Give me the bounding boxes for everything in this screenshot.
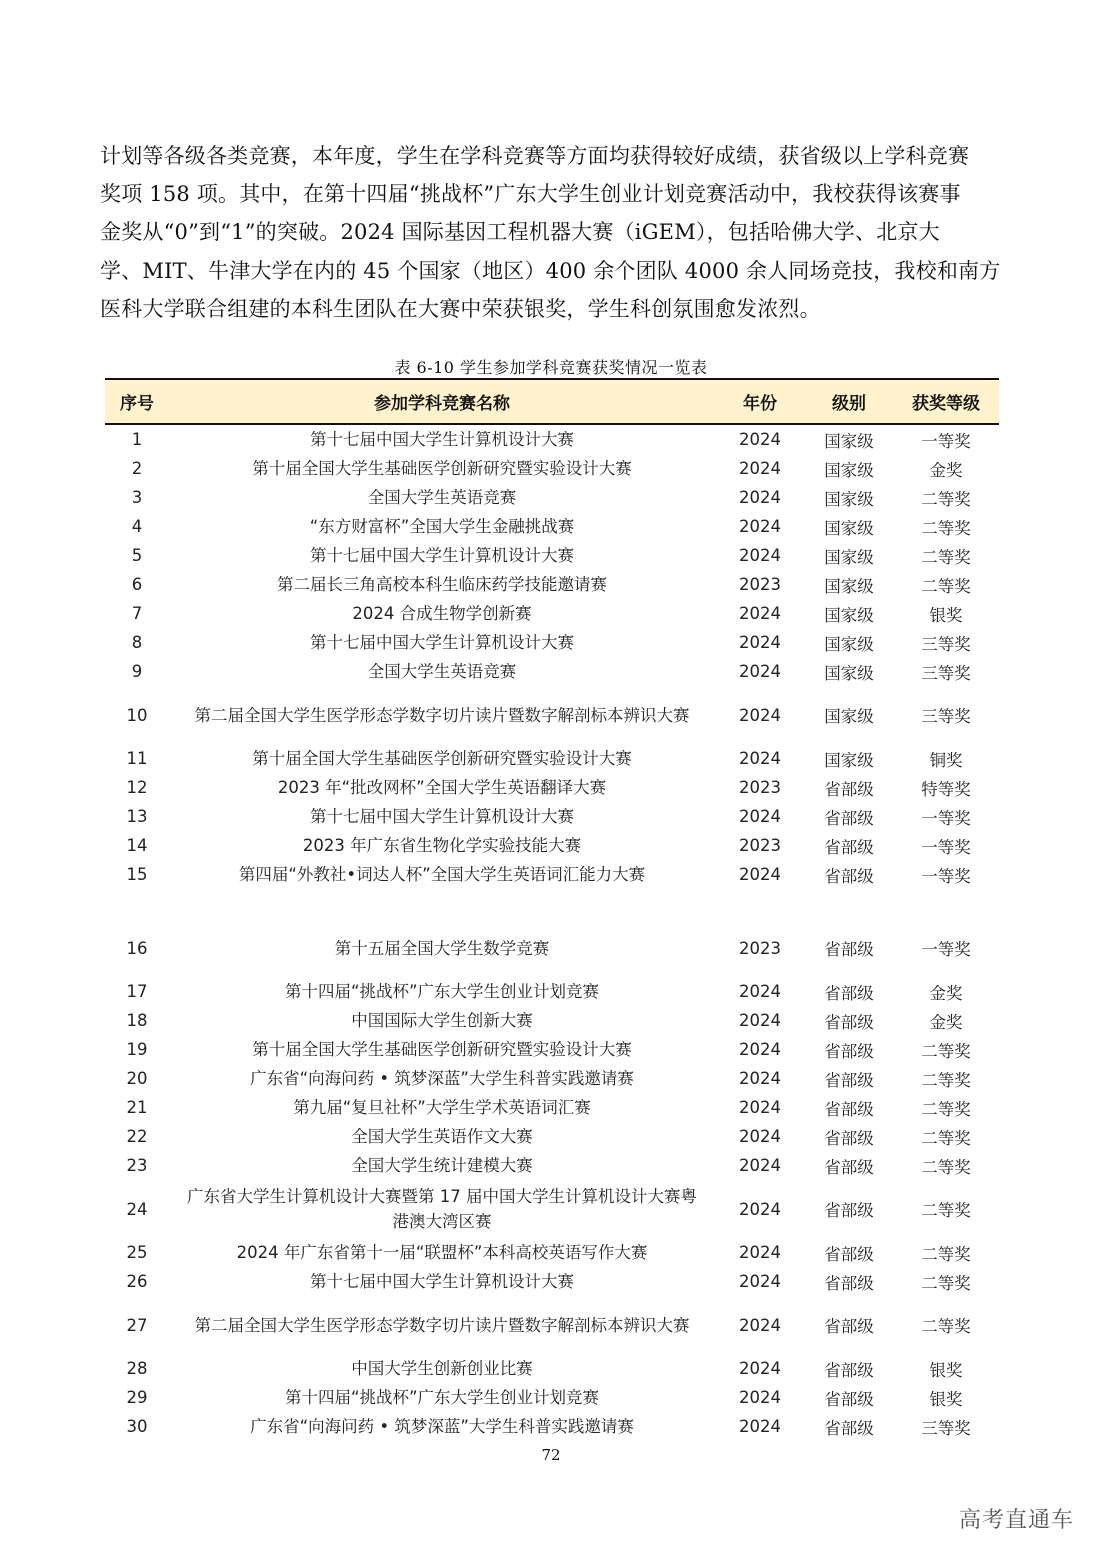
table-header-row [105,379,999,424]
cell-year: 2024 [739,865,781,884]
header-year: 年份 [715,379,805,424]
cell-no: 24 [126,1199,148,1219]
watermark: 高考直通车 [958,1508,1074,1533]
cell-level: 省部级 [824,1418,874,1438]
cell-no: 11 [126,749,148,768]
cell-award: 金奖 [929,1012,963,1032]
page-number: 72 [541,1446,561,1464]
cell-no: 20 [126,1069,148,1088]
cell-no: 6 [131,575,143,594]
table-body [105,424,999,1441]
cell-level: 国家级 [824,431,874,451]
cell-name: 第二届长三角高校本科生临床药学技能邀请赛 [277,575,607,594]
cell-level: 省部级 [824,1041,874,1061]
cell-award: 一等奖 [921,940,971,959]
cell-no: 16 [126,938,148,958]
cell-level: 国家级 [824,663,874,683]
cell-name: 第十七届中国大学生计算机设计大赛 [310,430,574,449]
cell-year: 2024 [739,1417,781,1436]
cell-year: 2024 [739,1040,781,1059]
cell-award: 二等奖 [921,1244,971,1264]
cell-name: “东方财富杯”全国大学生金融挑战赛 [309,517,575,536]
cell-name: 全国大学生英语竞赛 [367,662,517,681]
cell-level: 省部级 [824,1128,874,1148]
cell-name: 2023 年“批改网杯”全国大学生英语翻译大赛 [277,778,607,797]
cell-name: 第十七届中国大学生计算机设计大赛 [310,1272,574,1291]
cell-no: 8 [131,633,143,652]
cell-level: 国家级 [824,518,874,538]
table-row [105,570,999,599]
cell-award: 二等奖 [921,489,971,509]
cell-no: 28 [126,1359,148,1378]
cell-level: 省部级 [824,1273,874,1293]
table-row [105,483,999,512]
table-row [105,1296,999,1354]
cell-no: 25 [126,1243,148,1262]
table-row [105,802,999,831]
cell-name: 第十四届“挑战杯”广东大学生创业计划竞赛 [284,1388,600,1407]
cell-name: 广东省“向海问药 • 筑梦深蓝”大学生科普实践邀请赛 [250,1417,634,1436]
table-row [105,512,999,541]
cell-level: 省部级 [824,1070,874,1090]
cell-award: 一等奖 [921,837,971,857]
cell-year: 2024 [739,1069,781,1088]
header-name: 参加学科竞赛名称 [169,379,715,424]
table-row [105,599,999,628]
cell-no: 21 [126,1098,148,1117]
cell-name: 第四届“外教社•词达人杯”全国大学生英语词汇能力大赛 [238,865,646,884]
cell-year: 2024 [739,633,781,652]
cell-level: 省部级 [824,1099,874,1119]
cell-award: 三等奖 [921,707,971,726]
table-row [105,1354,999,1383]
cell-no: 22 [126,1127,148,1146]
cell-award: 银奖 [929,1389,963,1409]
cell-name: 2024 年广东省第十一届“联盟杯”本科高校英语写作大赛 [236,1243,648,1262]
cell-name: 第十届全国大学生基础医学创新研究暨实验设计大赛 [252,459,632,478]
cell-level: 国家级 [824,750,874,770]
cell-year: 2024 [739,1156,781,1175]
cell-name: 第二届全国大学生医学形态学数字切片读片暨数字解剖标本辨识大赛 [194,705,690,725]
cell-award: 金奖 [929,983,963,1003]
cell-level: 省部级 [824,940,874,959]
cell-award: 三等奖 [921,1418,971,1438]
table-row [105,977,999,1006]
table-row [105,541,999,570]
cell-name: 第十七届中国大学生计算机设计大赛 [310,546,574,565]
cell-no: 4 [131,517,143,536]
cell-name: 第十届全国大学生基础医学创新研究暨实验设计大赛 [252,1040,632,1059]
cell-level: 国家级 [824,634,874,654]
cell-no: 29 [126,1388,148,1407]
cell-level: 省部级 [824,1360,874,1380]
cell-year: 2024 [739,430,781,449]
cell-year: 2024 [739,604,781,623]
cell-no: 27 [126,1315,148,1335]
table-row [105,454,999,483]
cell-name: 第十七届中国大学生计算机设计大赛 [310,807,574,826]
table-row [105,831,999,860]
cell-no: 10 [126,705,148,725]
cell-no: 23 [126,1156,148,1175]
cell-no: 15 [126,865,148,884]
cell-name: 全国大学生英语竞赛 [367,488,517,507]
cell-no: 12 [126,778,148,797]
cell-year: 2024 [739,705,781,725]
cell-award: 三等奖 [921,634,971,654]
cell-level: 省部级 [824,1201,874,1220]
cell-name: 中国大学生创新创业比赛 [351,1359,533,1378]
cell-no: 9 [131,662,143,681]
table-row [105,1412,999,1441]
table-row [105,744,999,773]
cell-no: 17 [126,982,148,1001]
cell-name: 全国大学生英语作文大赛 [351,1127,533,1146]
cell-year: 2024 [739,1315,781,1335]
awards-table [105,378,999,1441]
cell-year: 2024 [739,517,781,536]
cell-year: 2024 [739,807,781,826]
table-row [105,773,999,802]
table-row [105,657,999,686]
cell-level: 省部级 [824,983,874,1003]
cell-no: 3 [131,488,143,507]
table-row [105,860,999,889]
cell-year: 2024 [739,662,781,681]
cell-award: 二等奖 [921,1317,971,1336]
cell-no: 13 [126,807,148,826]
table-row [105,1093,999,1122]
cell-year: 2024 [739,546,781,565]
cell-award: 金奖 [929,460,963,480]
cell-year: 2023 [739,575,781,594]
cell-level: 省部级 [824,1389,874,1409]
cell-name: 第十七届中国大学生计算机设计大赛 [310,633,574,652]
cell-award: 二等奖 [921,1157,971,1177]
cell-year: 2024 [739,1359,781,1378]
cell-level: 省部级 [824,1157,874,1177]
body-paragraph [100,137,1005,328]
cell-no: 5 [131,546,143,565]
cell-name: 2024 合成生物学创新赛 [352,604,532,623]
table-row [105,1238,999,1267]
cell-award: 特等奖 [921,779,971,799]
cell-award: 一等奖 [921,808,971,828]
table-row [105,1180,999,1238]
cell-award: 银奖 [929,1360,963,1380]
paragraph-line: 奖项 158 项。其中，在第十四届“挑战杯”广东大学生创业计划竞赛活动中，我校获得该赛事 [100,182,961,207]
cell-name: 第九届“复旦社杯”大学生学术英语词汇赛 [293,1098,591,1117]
cell-level: 省部级 [824,779,874,799]
paragraph-line: 计划等各级各类竞赛，本年度，学生在学科竞赛等方面均获得较好成绩，获省级以上学科竞赛 [100,144,970,168]
table-row [105,628,999,657]
cell-name: 全国大学生统计建模大赛 [351,1156,533,1175]
cell-year: 2024 [739,1098,781,1117]
cell-year: 2024 [739,749,781,768]
cell-name: 广东省大学生计算机设计大赛暨第 17 届中国大学生计算机设计大赛粤港澳大湾区赛 [187,1187,697,1231]
cell-no: 14 [126,836,148,855]
cell-award: 一等奖 [921,431,971,451]
cell-award: 二等奖 [921,547,971,567]
paragraph-line: 学、MIT、牛津大学在内的 45 个国家（地区）400 余个团队 4000 余人同场竞技，我校和南方 [100,258,1001,283]
cell-no: 2 [131,459,143,478]
cell-name: 2023 年广东省生物化学实验技能大赛 [302,836,582,855]
cell-year: 2024 [739,982,781,1001]
cell-name: 第十四届“挑战杯”广东大学生创业计划竞赛 [284,982,600,1001]
cell-award: 铜奖 [929,750,963,770]
cell-level: 国家级 [824,576,874,596]
cell-level: 国家级 [824,547,874,567]
table-row [105,1006,999,1035]
cell-level: 国家级 [824,605,874,625]
cell-name: 中国国际大学生创新大赛 [351,1011,533,1030]
header-award: 获奖等级 [893,379,999,424]
cell-award: 二等奖 [921,1070,971,1090]
table-row [105,889,999,977]
table-row [105,424,999,454]
cell-award: 二等奖 [921,576,971,596]
cell-award: 二等奖 [921,1099,971,1119]
cell-level: 省部级 [824,1244,874,1264]
cell-name: 第二届全国大学生医学形态学数字切片读片暨数字解剖标本辨识大赛 [194,1315,690,1335]
cell-award: 二等奖 [921,1128,971,1148]
table-row [105,686,999,744]
cell-no: 18 [126,1011,148,1030]
cell-level: 国家级 [824,707,874,726]
cell-level: 省部级 [824,808,874,828]
cell-level: 省部级 [824,837,874,857]
cell-no: 7 [131,604,143,623]
header-level: 级别 [805,379,893,424]
cell-award: 二等奖 [921,518,971,538]
cell-award: 银奖 [929,605,963,625]
cell-year: 2023 [739,938,781,958]
table-row [105,1122,999,1151]
cell-award: 三等奖 [921,663,971,683]
cell-no: 26 [126,1272,148,1291]
cell-award: 一等奖 [921,866,971,886]
cell-name: 第十五届全国大学生数学竞赛 [334,938,550,958]
cell-no: 30 [126,1417,148,1436]
cell-award: 二等奖 [921,1273,971,1293]
cell-year: 2024 [739,1272,781,1291]
cell-year: 2023 [739,778,781,797]
cell-year: 2024 [739,1388,781,1407]
cell-no: 1 [131,430,143,449]
table-row [105,1035,999,1064]
table-row [105,1267,999,1296]
cell-year: 2024 [739,459,781,478]
table-row [105,1064,999,1093]
cell-name: 广东省“向海问药 • 筑梦深蓝”大学生科普实践邀请赛 [250,1069,634,1088]
cell-level: 国家级 [824,489,874,509]
table-caption: 表 6-10 学生参加学科竞赛获奖情况一览表 [394,358,708,377]
cell-level: 省部级 [824,866,874,886]
table-row [105,1151,999,1180]
table-row [105,1383,999,1412]
cell-year: 2023 [739,836,781,855]
cell-award: 二等奖 [921,1201,971,1220]
cell-year: 2024 [739,1127,781,1146]
cell-no: 19 [126,1040,148,1059]
cell-year: 2024 [739,488,781,507]
cell-year: 2024 [739,1011,781,1030]
paragraph-line: 金奖从“0”到“1”的突破。2024 国际基因工程机器大赛（iGEM），包括哈佛大学、北京大 [100,220,940,245]
cell-name: 第十届全国大学生基础医学创新研究暨实验设计大赛 [252,749,632,768]
cell-level: 省部级 [824,1317,874,1336]
cell-year: 2024 [739,1199,781,1219]
cell-award: 二等奖 [921,1041,971,1061]
header-no: 序号 [105,379,169,424]
cell-level: 省部级 [824,1012,874,1032]
cell-year: 2024 [739,1243,781,1262]
paragraph-line: 医科大学联合组建的本科生团队在大赛中荣获银奖，学生科创氛围愈发浓烈。 [100,296,821,321]
cell-level: 国家级 [824,460,874,480]
